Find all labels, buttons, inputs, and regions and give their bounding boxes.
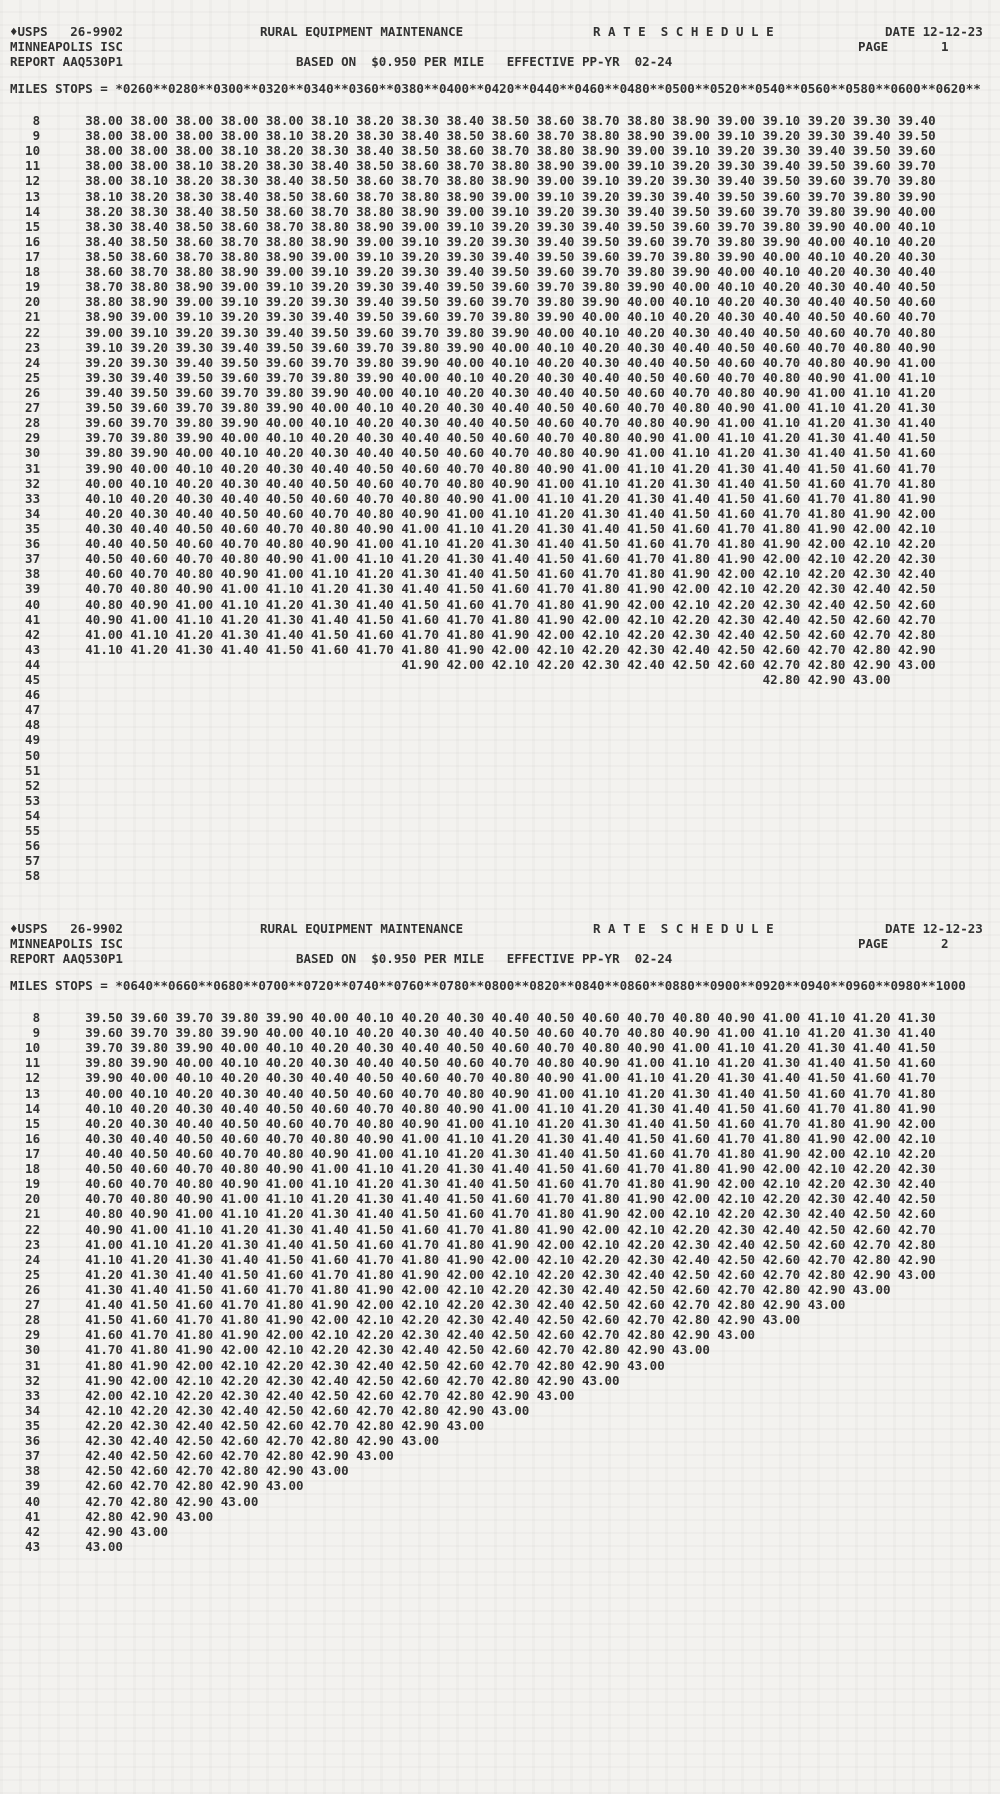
miles-value: 43 [10,1538,41,1554]
rate-values: 41.10 41.20 41.30 41.40 41.50 41.60 41.70 41.80 41.90 42.00 42.10 42.20 42.30 42.40 42.50 42.60 42.70 42.80 42.90 [40,1251,936,1267]
rate-row-miles-58 [10,868,936,883]
rate-values [40,823,85,838]
rate-values: 38.40 38.50 38.60 38.70 38.80 38.90 39.00 39.10 39.20 39.30 39.40 39.50 39.60 39.70 39.80 39.90 40.00 40.10 40.20 [40,233,936,249]
usps-report-id: ♦USPS 26-9902 [10,24,123,39]
rate-row-miles-42 [10,627,936,642]
rate-values: 42.60 42.70 42.80 42.90 43.00 [40,1478,304,1494]
miles-value: 39 [10,1478,41,1494]
miles-value: 29 [10,430,41,446]
rate-values: 41.70 41.80 41.90 42.00 42.10 42.20 42.30 42.40 42.50 42.60 42.70 42.80 42.90 43.00 [40,1342,710,1358]
miles-value: 9 [10,1025,41,1041]
rate-values [40,748,85,763]
rate-values [40,763,85,778]
miles-value: 34 [10,1402,41,1418]
rate-row-miles-27 [10,1297,936,1312]
rate-row-miles-8 [10,113,936,128]
rate-values [40,853,85,868]
rate-row-miles-23 [10,1237,936,1252]
rate-row-miles-26 [10,1282,936,1297]
rate-values [40,717,85,732]
rate-row-miles-14 [10,204,936,219]
rate-row-miles-40 [10,597,936,612]
miles-value: 11 [10,158,41,174]
rate-values: 39.80 39.90 40.00 40.10 40.20 40.30 40.40 40.50 40.60 40.70 40.80 40.90 41.00 41.10 41.20 41.30 41.40 41.50 41.60 [40,445,936,461]
rate-row-miles-18 [10,264,936,279]
rate-row-miles-48 [10,717,936,732]
rate-values: 40.80 40.90 41.00 41.10 41.20 41.30 41.40 41.50 41.60 41.70 41.80 41.90 42.00 42.10 42.20 42.30 42.40 42.50 42.60 [40,596,936,612]
miles-value: 18 [10,264,41,280]
rate-values: 39.60 39.70 39.80 39.90 40.00 40.10 40.20 40.30 40.40 40.50 40.60 40.70 40.80 40.90 41.00 41.10 41.20 41.30 41.40 [40,1025,936,1041]
rate-values [40,702,85,717]
rate-values: 40.70 40.80 40.90 41.00 41.10 41.20 41.30 41.40 41.50 41.60 41.70 41.80 41.90 42.00 42.10 42.20 42.30 42.40 42.50 [40,1191,936,1207]
miles-value: 38 [10,566,41,582]
rate-values: 38.70 38.80 38.90 39.00 39.10 39.20 39.30 39.40 39.50 39.60 39.70 39.80 39.90 40.00 40.10 40.20 40.30 40.40 40.50 [40,279,936,295]
rate-values [40,732,85,747]
miles-value: 21 [10,1206,41,1222]
miles-value: 20 [10,1191,41,1207]
rate-values [40,778,85,793]
miles-value: 9 [10,128,41,144]
rate-values: 40.10 40.20 40.30 40.40 40.50 40.60 40.70 40.80 40.90 41.00 41.10 41.20 41.30 41.40 41.50 41.60 41.70 41.80 41.90 [40,1100,936,1116]
miles-value: 45 [10,672,41,688]
report-number: REPORT AAQ530P1 [10,951,123,966]
miles-value: 36 [10,536,41,552]
rate-row-miles-33 [10,1388,936,1403]
based-on-line: BASED ON $0.950 PER MILE EFFECTIVE PP-YR 02-24 [296,54,673,69]
miles-value: 47 [10,702,41,718]
rate-rows [10,113,936,884]
rate-row-miles-9 [10,1025,936,1040]
rate-row-miles-26 [10,385,936,400]
miles-value: 23 [10,1236,41,1252]
miles-value: 51 [10,762,41,778]
rate-row-miles-31 [10,1358,936,1373]
rate-row-miles-8 [10,1010,936,1025]
rate-values: 38.00 38.00 38.10 38.20 38.30 38.40 38.50 38.60 38.70 38.80 38.90 39.00 39.10 39.20 39.30 39.40 39.50 39.60 39.70 [40,158,936,174]
rate-values: 38.60 38.70 38.80 38.90 39.00 39.10 39.20 39.30 39.40 39.50 39.60 39.70 39.80 39.90 40.00 40.10 40.20 40.30 40.40 [40,264,936,280]
rate-row-miles-16 [10,234,936,249]
rate-values: 40.80 40.90 41.00 41.10 41.20 41.30 41.40 41.50 41.60 41.70 41.80 41.90 42.00 42.10 42.20 42.30 42.40 42.50 42.60 [40,1206,936,1222]
miles-value: 8 [10,113,41,128]
page-label: PAGE [858,936,889,951]
rate-row-miles-57 [10,853,936,868]
rate-row-miles-54 [10,808,936,823]
miles-value: 19 [10,279,41,295]
miles-value: 27 [10,400,41,416]
rate-values: 40.20 40.30 40.40 40.50 40.60 40.70 40.80 40.90 41.00 41.10 41.20 41.30 41.40 41.50 41.60 41.70 41.80 41.90 42.00 [40,1115,936,1131]
miles-value: 28 [10,1312,41,1328]
miles-value: 50 [10,747,41,763]
rate-row-miles-52 [10,778,936,793]
rate-values: 42.00 42.10 42.20 42.30 42.40 42.50 42.60 42.70 42.80 42.90 43.00 [40,1387,575,1403]
miles-value: 15 [10,218,41,234]
rate-values: 41.20 41.30 41.40 41.50 41.60 41.70 41.80 41.90 42.00 42.10 42.20 42.30 42.40 42.50 42.60 42.70 42.80 42.90 43.00 [40,1266,936,1282]
rate-row-miles-39 [10,581,936,596]
miles-value: 30 [10,1342,41,1358]
miles-value: 32 [10,475,41,491]
rate-row-miles-34 [10,1403,936,1418]
rate-row-miles-12 [10,1070,936,1085]
rate-row-miles-30 [10,445,936,460]
rate-values: 40.40 40.50 40.60 40.70 40.80 40.90 41.00 41.10 41.20 41.30 41.40 41.50 41.60 41.70 41.80 41.90 42.00 42.10 42.20 [40,1145,936,1161]
miles-value: 49 [10,732,41,748]
rate-values: 39.40 39.50 39.60 39.70 39.80 39.90 40.00 40.10 40.20 40.30 40.40 40.50 40.60 40.70 40.80 40.90 41.00 41.10 41.20 [40,384,936,400]
rate-row-miles-17 [10,1146,936,1161]
rate-values: 38.10 38.20 38.30 38.40 38.50 38.60 38.70 38.80 38.90 39.00 39.10 39.20 39.30 39.40 39.50 39.60 39.70 39.80 39.90 [40,188,936,204]
miles-value: 35 [10,1417,41,1433]
rate-values: 38.80 38.90 39.00 39.10 39.20 39.30 39.40 39.50 39.60 39.70 39.80 39.90 40.00 40.10 40.20 40.30 40.40 40.50 40.60 [40,294,936,310]
rate-values: 41.90 42.00 42.10 42.20 42.30 42.40 42.50 42.60 42.70 42.80 42.90 43.00 [40,1372,620,1388]
miles-value: 35 [10,520,41,536]
miles-value: 22 [10,1221,41,1237]
miles-value: 13 [10,1085,41,1101]
rate-values: 39.70 39.80 39.90 40.00 40.10 40.20 40.30 40.40 40.50 40.60 40.70 40.80 40.90 41.00 41.10 41.20 41.30 41.40 41.50 [40,1040,936,1056]
rate-values: 41.00 41.10 41.20 41.30 41.40 41.50 41.60 41.70 41.80 41.90 42.00 42.10 42.20 42.30 42.40 42.50 42.60 42.70 42.80 [40,1236,936,1252]
rate-values: 41.60 41.70 41.80 41.90 42.00 42.10 42.20 42.30 42.40 42.50 42.60 42.70 42.80 42.90 43.00 [40,1327,756,1343]
rate-row-miles-23 [10,340,936,355]
miles-value: 29 [10,1327,41,1343]
miles-value: 27 [10,1297,41,1313]
miles-value: 10 [10,143,41,159]
rate-values: 39.00 39.10 39.20 39.30 39.40 39.50 39.60 39.70 39.80 39.90 40.00 40.10 40.20 40.30 40.40 40.50 40.60 40.70 40.80 [40,324,936,340]
rate-values: 40.00 40.10 40.20 40.30 40.40 40.50 40.60 40.70 40.80 40.90 41.00 41.10 41.20 41.30 41.40 41.50 41.60 41.70 41.80 [40,475,936,491]
rate-values: 39.80 39.90 40.00 40.10 40.20 40.30 40.40 40.50 40.60 40.70 40.80 40.90 41.00 41.10 41.20 41.30 41.40 41.50 41.60 [40,1055,936,1071]
rate-row-miles-25 [10,1267,936,1282]
miles-value: 43 [10,641,41,657]
rate-values: 40.00 40.10 40.20 40.30 40.40 40.50 40.60 40.70 40.80 40.90 41.00 41.10 41.20 41.30 41.40 41.50 41.60 41.70 41.80 [40,1085,936,1101]
rate-values: 41.90 42.00 42.10 42.20 42.30 42.40 42.50 42.60 42.70 42.80 42.90 43.00 [40,656,936,672]
rate-row-miles-21 [10,309,936,324]
miles-value: 25 [10,369,41,385]
miles-value: 12 [10,1070,41,1086]
rate-row-miles-15 [10,219,936,234]
rate-row-miles-28 [10,1312,936,1327]
miles-value: 33 [10,1387,41,1403]
rate-row-miles-32 [10,476,936,491]
miles-value: 16 [10,1130,41,1146]
miles-value: 19 [10,1176,41,1192]
miles-value: 40 [10,1493,41,1509]
rate-values: 40.90 41.00 41.10 41.20 41.30 41.40 41.50 41.60 41.70 41.80 41.90 42.00 42.10 42.20 42.30 42.40 42.50 42.60 42.70 [40,611,936,627]
miles-value: 58 [10,868,41,884]
rate-values: 41.80 41.90 42.00 42.10 42.20 42.30 42.40 42.50 42.60 42.70 42.80 42.90 43.00 [40,1357,665,1373]
rate-values: 38.00 38.10 38.20 38.30 38.40 38.50 38.60 38.70 38.80 38.90 39.00 39.10 39.20 39.30 39.40 39.50 39.60 39.70 39.80 [40,173,936,189]
miles-value: 22 [10,324,41,340]
rate-row-miles-37 [10,1448,936,1463]
rate-rows [10,1010,936,1554]
rate-row-miles-42 [10,1524,936,1539]
miles-value: 34 [10,505,41,521]
rate-row-miles-36 [10,1433,936,1448]
miles-value: 32 [10,1372,41,1388]
rate-row-miles-19 [10,1176,936,1191]
page-label: PAGE [858,39,889,54]
miles-value: 30 [10,445,41,461]
rate-row-miles-20 [10,1191,936,1206]
rate-row-miles-17 [10,249,936,264]
miles-value: 55 [10,823,41,839]
rate-row-miles-27 [10,400,936,415]
rate-values: 42.30 42.40 42.50 42.60 42.70 42.80 42.90 43.00 [40,1433,439,1449]
rate-row-miles-13 [10,1086,936,1101]
facility-name: MINNEAPOLIS ISC [10,39,123,54]
rate-row-miles-30 [10,1342,936,1357]
rate-values: 42.90 43.00 [40,1523,169,1539]
miles-value: 31 [10,460,41,476]
rate-values [40,868,85,883]
miles-value: 17 [10,248,41,264]
rate-row-miles-38 [10,566,936,581]
rate-row-miles-24 [10,355,936,370]
miles-value: 33 [10,490,41,506]
miles-value: 24 [10,354,41,370]
rate-values [40,687,85,702]
rate-row-miles-32 [10,1373,936,1388]
rate-values: 42.10 42.20 42.30 42.40 42.50 42.60 42.70 42.80 42.90 43.00 [40,1402,530,1418]
rate-values: 40.30 40.40 40.50 40.60 40.70 40.80 40.90 41.00 41.10 41.20 41.30 41.40 41.50 41.60 41.70 41.80 41.90 42.00 42.10 [40,1130,936,1146]
rate-row-miles-36 [10,536,936,551]
rate-values: 40.40 40.50 40.60 40.70 40.80 40.90 41.00 41.10 41.20 41.30 41.40 41.50 41.60 41.70 41.80 41.90 42.00 42.10 42.20 [40,536,936,552]
rate-values: 40.60 40.70 40.80 40.90 41.00 41.10 41.20 41.30 41.40 41.50 41.60 41.70 41.80 41.90 42.00 42.10 42.20 42.30 42.40 [40,566,936,582]
rate-row-miles-41 [10,612,936,627]
miles-value: 14 [10,203,41,219]
rate-values: 40.50 40.60 40.70 40.80 40.90 41.00 41.10 41.20 41.30 41.40 41.50 41.60 41.70 41.80 41.90 42.00 42.10 42.20 42.30 [40,551,936,567]
miles-value: 23 [10,339,41,355]
rate-row-miles-45 [10,672,936,687]
rate-row-miles-34 [10,506,936,521]
date-line: DATE 12-12-23 [885,24,983,39]
rate-row-miles-15 [10,1116,936,1131]
report-title: RURAL EQUIPMENT MAINTENANCE [260,24,464,39]
rate-row-miles-35 [10,521,936,536]
miles-value: 13 [10,188,41,204]
miles-value: 48 [10,717,41,733]
rate-row-miles-16 [10,1131,936,1146]
page-number: 1 [941,39,949,54]
rate-row-miles-13 [10,189,936,204]
rate-schedule-heading: R A T E S C H E D U L E [593,921,774,936]
miles-value: 11 [10,1055,41,1071]
rate-values: 38.00 38.00 38.00 38.00 38.00 38.10 38.20 38.30 38.40 38.50 38.60 38.70 38.80 38.90 39.00 39.10 39.20 39.30 39.40 [40,113,936,128]
rate-values: 40.90 41.00 41.10 41.20 41.30 41.40 41.50 41.60 41.70 41.80 41.90 42.00 42.10 42.20 42.30 42.40 42.50 42.60 42.70 [40,1221,936,1237]
miles-value: 18 [10,1161,41,1177]
stops-header: MILES STOPS = *0640**0660**0680**0700**0720**0740**0760**0780**0800**0820**0840**0860**0880**0900**0920**0940**0960**0980**1000 [10,978,966,993]
rate-values: 42.20 42.30 42.40 42.50 42.60 42.70 42.80 42.90 43.00 [40,1417,485,1433]
rate-values: 42.40 42.50 42.60 42.70 42.80 42.90 43.00 [40,1448,394,1464]
rate-row-miles-10 [10,1040,936,1055]
rate-row-miles-43 [10,1539,936,1554]
usps-report-id: ♦USPS 26-9902 [10,921,123,936]
rate-row-miles-18 [10,1161,936,1176]
rate-values: 40.70 40.80 40.90 41.00 41.10 41.20 41.30 41.40 41.50 41.60 41.70 41.80 41.90 42.00 42.10 42.20 42.30 42.40 42.50 [40,581,936,597]
rate-row-miles-37 [10,551,936,566]
rate-row-miles-24 [10,1252,936,1267]
miles-value: 56 [10,838,41,854]
miles-value: 41 [10,611,41,627]
rate-values: 42.70 42.80 42.90 43.00 [40,1493,259,1509]
rate-values: 41.50 41.60 41.70 41.80 41.90 42.00 42.10 42.20 42.30 42.40 42.50 42.60 42.70 42.80 42.90 43.00 [40,1312,801,1328]
rate-row-miles-39 [10,1478,936,1493]
miles-value: 42 [10,1523,41,1539]
miles-value: 12 [10,173,41,189]
rate-row-miles-11 [10,158,936,173]
rate-row-miles-43 [10,642,936,657]
rate-row-miles-49 [10,732,936,747]
miles-value: 21 [10,309,41,325]
miles-value: 44 [10,656,41,672]
rate-values: 41.30 41.40 41.50 41.60 41.70 41.80 41.90 42.00 42.10 42.20 42.30 42.40 42.50 42.60 42.70 42.80 42.90 43.00 [40,1281,891,1297]
rate-values: 39.60 39.70 39.80 39.90 40.00 40.10 40.20 40.30 40.40 40.50 40.60 40.70 40.80 40.90 41.00 41.10 41.20 41.30 41.40 [40,415,936,431]
rate-row-miles-31 [10,461,936,476]
rate-values: 38.30 38.40 38.50 38.60 38.70 38.80 38.90 39.00 39.10 39.20 39.30 39.40 39.50 39.60 39.70 39.80 39.90 40.00 40.10 [40,218,936,234]
rate-values: 39.50 39.60 39.70 39.80 39.90 40.00 40.10 40.20 40.30 40.40 40.50 40.60 40.70 40.80 40.90 41.00 41.10 41.20 41.30 [40,400,936,416]
rate-values: 38.20 38.30 38.40 38.50 38.60 38.70 38.80 38.90 39.00 39.10 39.20 39.30 39.40 39.50 39.60 39.70 39.80 39.90 40.00 [40,203,936,219]
rate-values: 39.20 39.30 39.40 39.50 39.60 39.70 39.80 39.90 40.00 40.10 40.20 40.30 40.40 40.50 40.60 40.70 40.80 40.90 41.00 [40,354,936,370]
miles-value: 16 [10,233,41,249]
rate-values: 39.70 39.80 39.90 40.00 40.10 40.20 40.30 40.40 40.50 40.60 40.70 40.80 40.90 41.00 41.10 41.20 41.30 41.40 41.50 [40,430,936,446]
rate-values: 40.10 40.20 40.30 40.40 40.50 40.60 40.70 40.80 40.90 41.00 41.10 41.20 41.30 41.40 41.50 41.60 41.70 41.80 41.90 [40,490,936,506]
rate-row-miles-9 [10,128,936,143]
rate-values: 39.90 40.00 40.10 40.20 40.30 40.40 40.50 40.60 40.70 40.80 40.90 41.00 41.10 41.20 41.30 41.40 41.50 41.60 41.70 [40,460,936,476]
based-on-line: BASED ON $0.950 PER MILE EFFECTIVE PP-YR 02-24 [296,951,673,966]
rate-values: 39.10 39.20 39.30 39.40 39.50 39.60 39.70 39.80 39.90 40.00 40.10 40.20 40.30 40.40 40.50 40.60 40.70 40.80 40.90 [40,339,936,355]
rate-row-miles-29 [10,430,936,445]
rate-row-miles-20 [10,294,936,309]
miles-value: 41 [10,1508,41,1524]
miles-value: 15 [10,1115,41,1131]
rate-row-miles-51 [10,763,936,778]
rate-values: 38.00 38.00 38.00 38.10 38.20 38.30 38.40 38.50 38.60 38.70 38.80 38.90 39.00 39.10 39.20 39.30 39.40 39.50 39.60 [40,143,936,159]
miles-value: 26 [10,384,41,400]
miles-value: 10 [10,1040,41,1056]
rate-row-miles-10 [10,143,936,158]
rate-row-miles-21 [10,1206,936,1221]
miles-value: 20 [10,294,41,310]
rate-row-miles-19 [10,279,936,294]
miles-value: 24 [10,1251,41,1267]
miles-value: 40 [10,596,41,612]
rate-values: 42.80 42.90 43.00 [40,672,891,688]
rate-values: 41.40 41.50 41.60 41.70 41.80 41.90 42.00 42.10 42.20 42.30 42.40 42.50 42.60 42.70 42.80 42.90 43.00 [40,1297,846,1313]
rate-row-miles-46 [10,687,936,702]
rate-row-miles-53 [10,793,936,808]
rate-values: 43.00 [40,1538,123,1554]
rate-row-miles-44 [10,657,936,672]
date-line: DATE 12-12-23 [885,921,983,936]
rate-row-miles-11 [10,1055,936,1070]
miles-value: 52 [10,777,41,793]
rate-row-miles-22 [10,325,936,340]
rate-values: 42.50 42.60 42.70 42.80 42.90 43.00 [40,1463,349,1479]
rate-values [40,808,85,823]
miles-value: 46 [10,687,41,703]
rate-row-miles-47 [10,702,936,717]
rate-values: 40.50 40.60 40.70 40.80 40.90 41.00 41.10 41.20 41.30 41.40 41.50 41.60 41.70 41.80 41.90 42.00 42.10 42.20 42.30 [40,1161,936,1177]
rate-schedule-heading: R A T E S C H E D U L E [593,24,774,39]
miles-value: 25 [10,1266,41,1282]
rate-row-miles-33 [10,491,936,506]
miles-value: 28 [10,415,41,431]
report-title: RURAL EQUIPMENT MAINTENANCE [260,921,464,936]
miles-value: 31 [10,1357,41,1373]
miles-value: 42 [10,626,41,642]
rate-values: 39.90 40.00 40.10 40.20 40.30 40.40 40.50 40.60 40.70 40.80 40.90 41.00 41.10 41.20 41.30 41.40 41.50 41.60 41.70 [40,1070,936,1086]
rate-row-miles-25 [10,370,936,385]
rate-row-miles-22 [10,1222,936,1237]
rate-row-miles-50 [10,748,936,763]
rate-row-miles-38 [10,1463,936,1478]
rate-values [40,793,85,808]
miles-value: 54 [10,808,41,824]
rate-row-miles-29 [10,1327,936,1342]
miles-value: 53 [10,792,41,808]
rate-row-miles-35 [10,1418,936,1433]
rate-row-miles-28 [10,415,936,430]
rate-row-miles-40 [10,1494,936,1509]
miles-value: 38 [10,1463,41,1479]
miles-value: 37 [10,1448,41,1464]
facility-name: MINNEAPOLIS ISC [10,936,123,951]
rate-values: 41.10 41.20 41.30 41.40 41.50 41.60 41.70 41.80 41.90 42.00 42.10 42.20 42.30 42.40 42.50 42.60 42.70 42.80 42.90 [40,641,936,657]
rate-row-miles-56 [10,838,936,853]
rate-values: 38.00 38.00 38.00 38.00 38.10 38.20 38.30 38.40 38.50 38.60 38.70 38.80 38.90 39.00 39.10 39.20 39.30 39.40 39.50 [40,128,936,144]
report-number: REPORT AAQ530P1 [10,54,123,69]
rate-values: 38.50 38.60 38.70 38.80 38.90 39.00 39.10 39.20 39.30 39.40 39.50 39.60 39.70 39.80 39.90 40.00 40.10 40.20 40.30 [40,248,936,264]
rate-values: 40.60 40.70 40.80 40.90 41.00 41.10 41.20 41.30 41.40 41.50 41.60 41.70 41.80 41.90 42.00 42.10 42.20 42.30 42.40 [40,1176,936,1192]
rate-values: 40.20 40.30 40.40 40.50 40.60 40.70 40.80 40.90 41.00 41.10 41.20 41.30 41.40 41.50 41.60 41.70 41.80 41.90 42.00 [40,505,936,521]
page-number: 2 [941,936,949,951]
rate-values [40,838,85,853]
rate-values: 40.30 40.40 40.50 40.60 40.70 40.80 40.90 41.00 41.10 41.20 41.30 41.40 41.50 41.60 41.70 41.80 41.90 42.00 42.10 [40,520,936,536]
miles-value: 17 [10,1145,41,1161]
miles-value: 8 [10,1010,41,1025]
rate-row-miles-14 [10,1101,936,1116]
miles-value: 14 [10,1100,41,1116]
rate-row-miles-41 [10,1509,936,1524]
rate-row-miles-12 [10,173,936,188]
rate-row-miles-55 [10,823,936,838]
report-page-2 [0,897,1000,1794]
rate-values: 39.30 39.40 39.50 39.60 39.70 39.80 39.90 40.00 40.10 40.20 40.30 40.40 40.50 40.60 40.70 40.80 40.90 41.00 41.10 [40,369,936,385]
miles-value: 37 [10,551,41,567]
miles-value: 26 [10,1281,41,1297]
miles-value: 57 [10,853,41,869]
rate-values: 39.50 39.60 39.70 39.80 39.90 40.00 40.10 40.20 40.30 40.40 40.50 40.60 40.70 40.80 40.90 41.00 41.10 41.20 41.30 [40,1010,936,1025]
rate-values: 41.00 41.10 41.20 41.30 41.40 41.50 41.60 41.70 41.80 41.90 42.00 42.10 42.20 42.30 42.40 42.50 42.60 42.70 42.80 [40,626,936,642]
miles-value: 39 [10,581,41,597]
stops-header: MILES STOPS = *0260**0280**0300**0320**0340**0360**0380**0400**0420**0440**0460**0480**0500**0520**0540**0560**0580**0600**0620** [10,81,981,96]
miles-value: 36 [10,1433,41,1449]
rate-values: 42.80 42.90 43.00 [40,1508,214,1524]
rate-values: 38.90 39.00 39.10 39.20 39.30 39.40 39.50 39.60 39.70 39.80 39.90 40.00 40.10 40.20 40.30 40.40 40.50 40.60 40.70 [40,309,936,325]
